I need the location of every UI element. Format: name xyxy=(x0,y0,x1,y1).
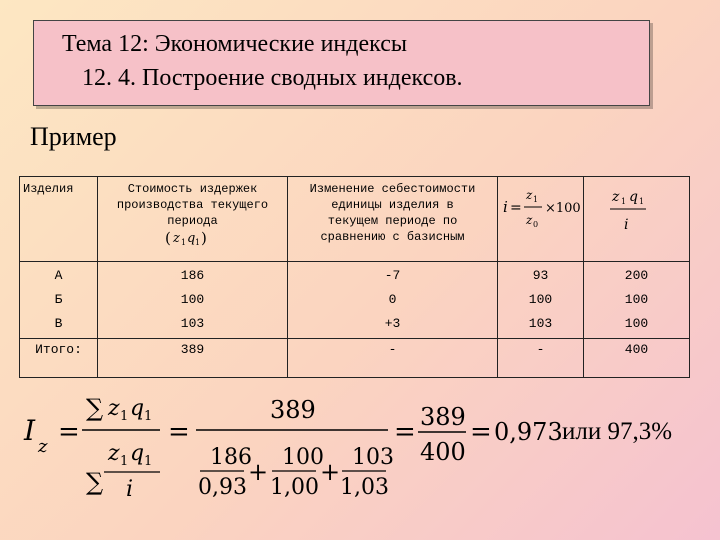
header-cost-line: периода xyxy=(167,214,218,228)
index-value: 103 xyxy=(528,316,553,331)
term-denominator: 1,03 xyxy=(340,475,389,500)
page-title: Тема 12: Экономические индексы xyxy=(62,31,407,57)
svg-text:×100: ×100 xyxy=(545,201,581,216)
header-cost-line: Стоимость издержек xyxy=(127,182,258,196)
term-numerator: 103 xyxy=(352,445,394,470)
term-numerator: 186 xyxy=(210,445,252,470)
title-box xyxy=(33,20,650,106)
svg-text:z: z xyxy=(526,213,533,227)
svg-text:z: z xyxy=(172,231,180,246)
header-change-line: сравнению с базисным xyxy=(320,230,465,244)
page-subtitle: 12. 4. Построение сводных индексов. xyxy=(82,65,463,91)
cost-value: 186 xyxy=(180,268,205,283)
example-label: Пример xyxy=(30,122,117,151)
ratio-denominator: 400 xyxy=(420,438,466,466)
svg-text:q: q xyxy=(628,189,638,205)
total-change: - xyxy=(288,339,498,378)
header-items: Изделия xyxy=(20,177,98,262)
cell-cost xyxy=(98,262,288,339)
svg-text:0: 0 xyxy=(533,220,539,229)
svg-text:q: q xyxy=(186,231,195,246)
formula-subscript: 1 xyxy=(120,409,129,424)
header-ratio-formula xyxy=(584,177,690,262)
change-value: +3 xyxy=(384,316,401,331)
change-value: 0 xyxy=(388,292,397,307)
total-label: Итого: xyxy=(20,339,98,378)
formula-subscript: 1 xyxy=(120,454,129,469)
header-cost xyxy=(98,177,288,262)
term-denominator: 1,00 xyxy=(270,475,319,500)
formula-subscript: 1 xyxy=(144,454,153,469)
header-change-line: Изменение себестоимости xyxy=(309,182,476,196)
data-table xyxy=(19,176,690,378)
item-label: А xyxy=(54,268,63,283)
formula-i: i xyxy=(126,477,134,502)
plus-sign: + xyxy=(320,458,341,486)
formula-z: z xyxy=(108,396,120,421)
cell-items xyxy=(20,262,98,339)
term-denominator: 0,93 xyxy=(198,475,247,500)
table-total-row xyxy=(20,339,690,378)
total-ratio: 400 xyxy=(584,339,690,378)
sigma-symbol: ∑ xyxy=(86,394,104,422)
ratio-value: 200 xyxy=(624,268,649,283)
formula-result: 0,973 xyxy=(494,418,563,446)
svg-text:i: i xyxy=(623,217,628,233)
formula-q: q xyxy=(130,441,145,466)
z1q1-formula xyxy=(163,229,223,247)
svg-text:(: ( xyxy=(164,229,171,247)
formula-z: z xyxy=(108,441,120,466)
header-change-line: текущем периоде по xyxy=(327,214,458,228)
svg-text:z: z xyxy=(611,189,619,205)
sum-numerator: 389 xyxy=(270,396,316,424)
formula-q: q xyxy=(130,396,145,421)
table-data-row xyxy=(20,262,690,339)
svg-text:1: 1 xyxy=(194,238,200,247)
svg-text:1: 1 xyxy=(180,238,186,247)
svg-text:i: i xyxy=(503,198,508,216)
plus-sign: + xyxy=(248,458,269,486)
header-index-formula xyxy=(498,177,584,262)
cell-ratio xyxy=(584,262,690,339)
formula-z-subscript: z xyxy=(38,436,48,457)
formula-equals: = xyxy=(58,417,80,447)
header-cost-line: производства текущего xyxy=(116,198,269,212)
cell-index xyxy=(498,262,584,339)
total-index: - xyxy=(498,339,584,378)
index-formula xyxy=(501,181,581,231)
change-value: -7 xyxy=(384,268,401,283)
percent-result: или 97,3% xyxy=(562,418,673,445)
formula-equals: = xyxy=(470,417,492,447)
term-numerator: 100 xyxy=(282,445,324,470)
svg-text:z: z xyxy=(526,188,533,202)
svg-text:1: 1 xyxy=(638,197,644,206)
cost-value: 103 xyxy=(180,316,205,331)
formula-equals: = xyxy=(394,417,416,447)
ratio-value: 100 xyxy=(624,316,649,331)
ratio-numerator: 389 xyxy=(420,403,466,431)
formula-equals: = xyxy=(168,417,190,447)
header-change-line: единицы изделия в xyxy=(331,198,454,212)
sigma-symbol: ∑ xyxy=(86,468,104,496)
item-label: В xyxy=(54,316,63,331)
index-value: 100 xyxy=(528,292,553,307)
cost-value: 100 xyxy=(180,292,205,307)
formula-I: I xyxy=(24,414,36,447)
table-header-row xyxy=(20,177,690,262)
index-value: 93 xyxy=(532,268,549,283)
svg-text:1: 1 xyxy=(620,197,626,206)
total-cost: 389 xyxy=(98,339,288,378)
formula-subscript: 1 xyxy=(144,409,153,424)
ratio-formula xyxy=(602,181,672,237)
header-change xyxy=(288,177,498,262)
ratio-value: 100 xyxy=(624,292,649,307)
cell-change xyxy=(288,262,498,339)
item-label: Б xyxy=(54,292,63,307)
svg-text:): ) xyxy=(200,229,207,247)
svg-text:=: = xyxy=(510,200,522,216)
svg-text:1: 1 xyxy=(533,195,539,204)
